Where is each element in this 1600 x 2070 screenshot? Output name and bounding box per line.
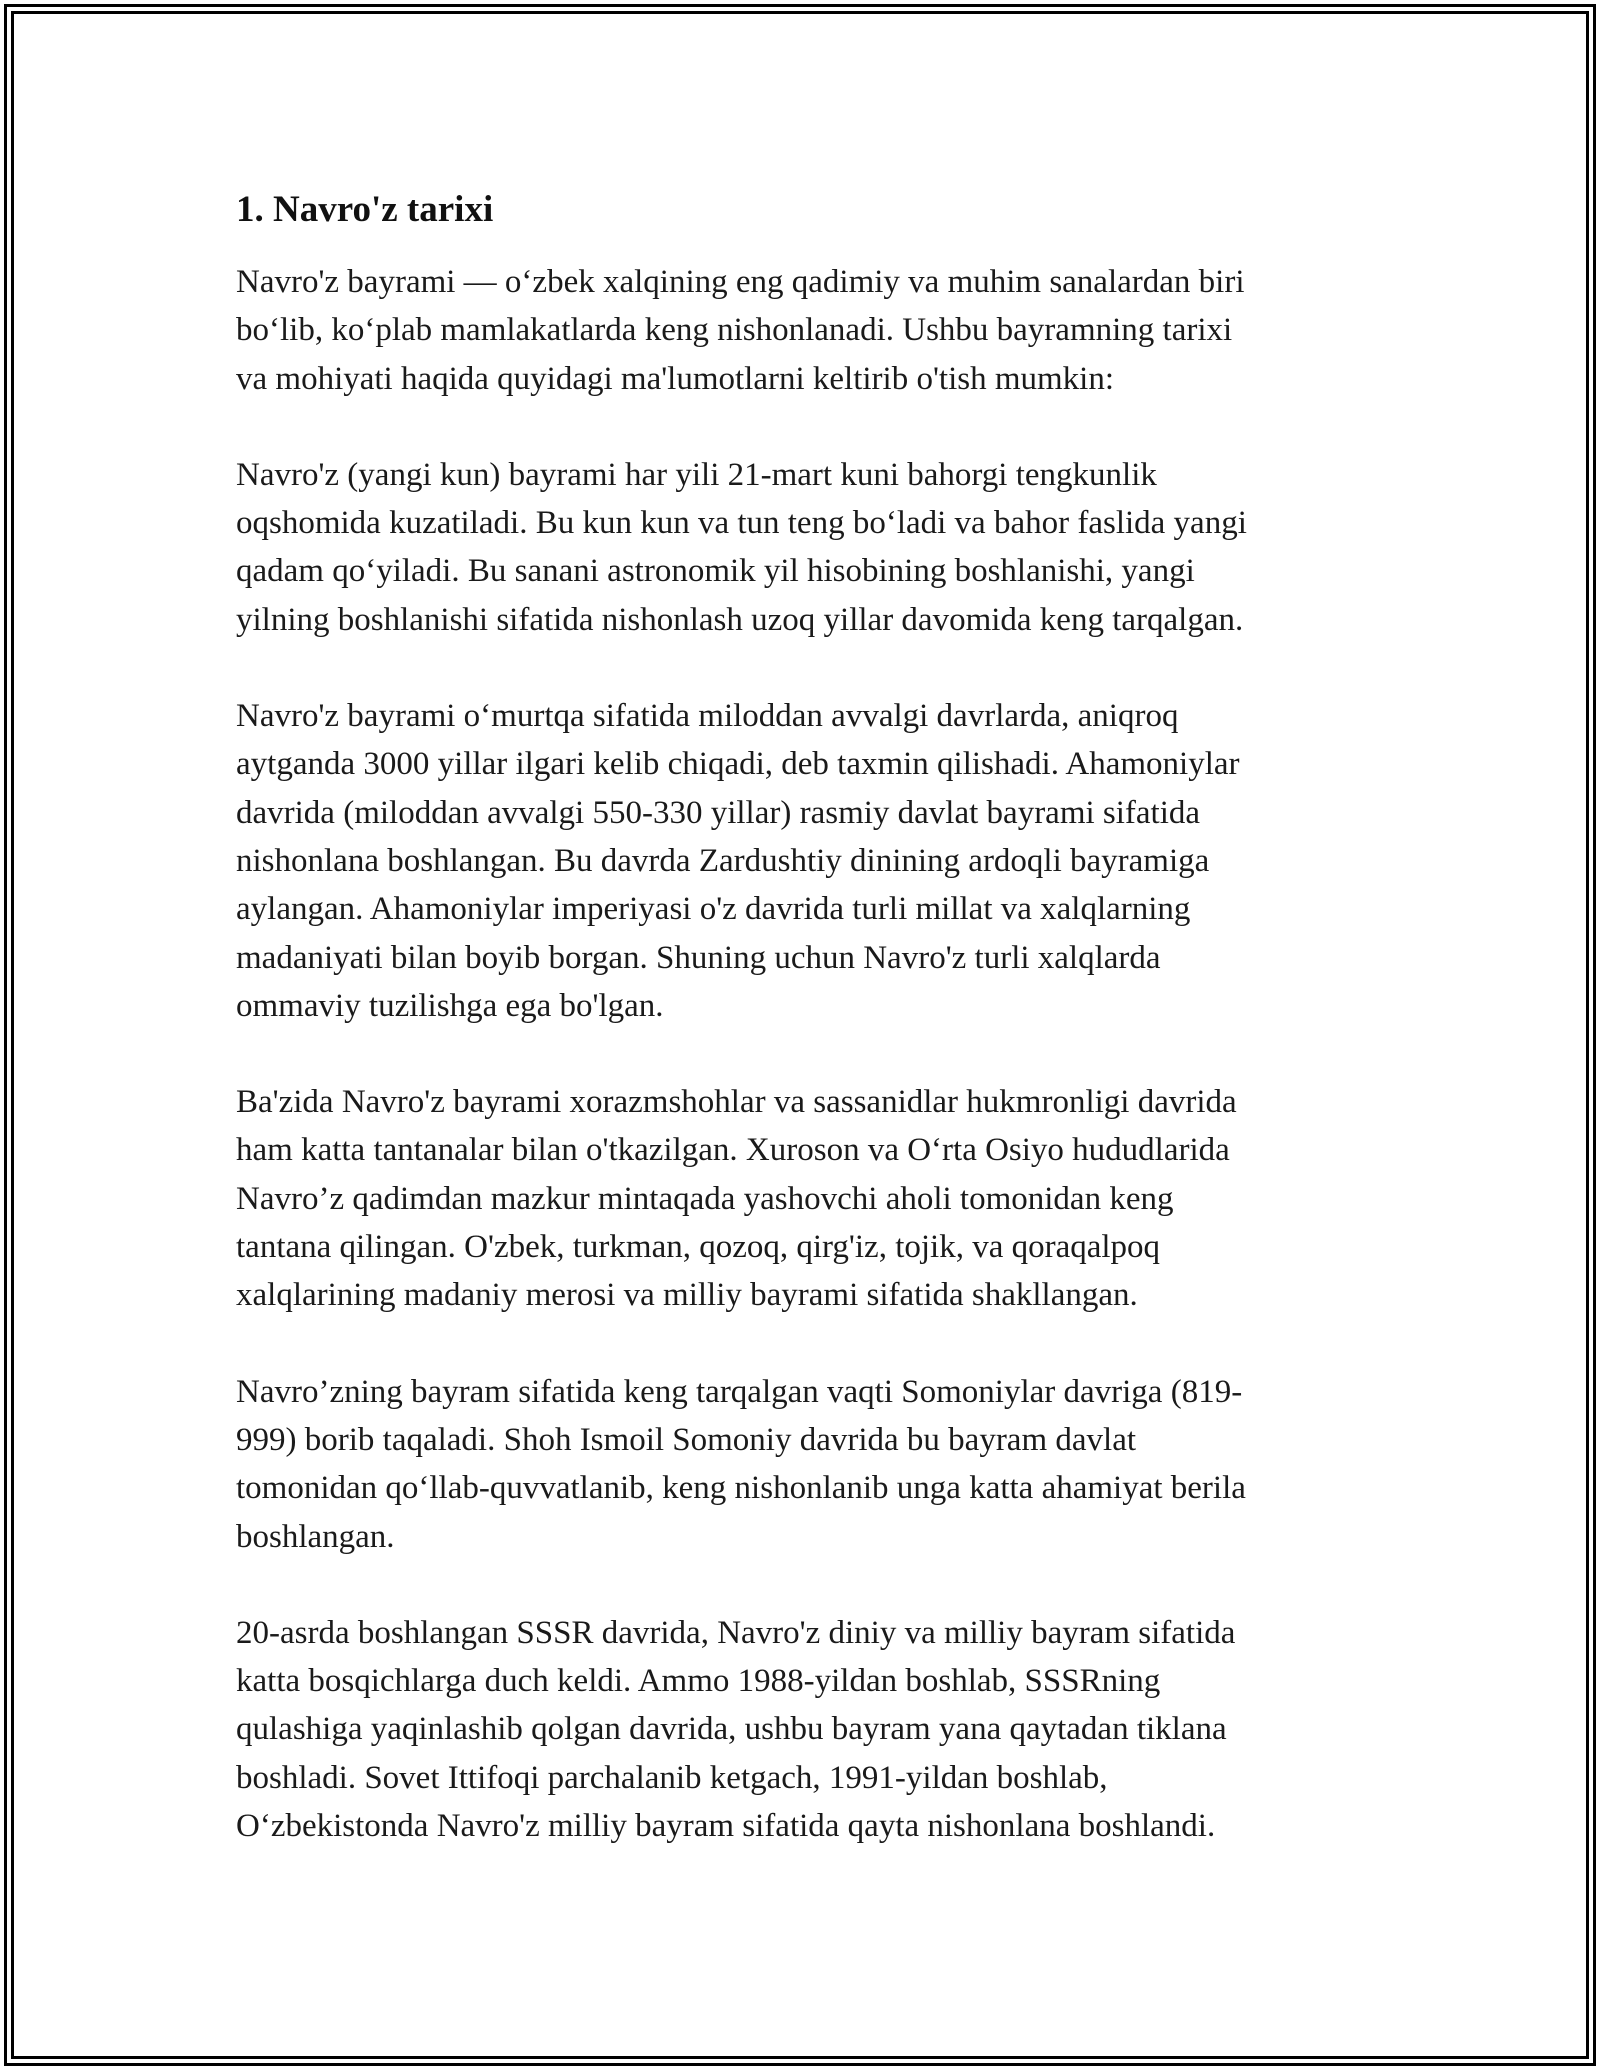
paragraph-origins: Navro'z bayrami o‘murtqa sifatida miloddan avvalgi davrlarda, aniqroq aytganda 3000 yillar ilgari kelib chiqadi, deb taxmin qilishadi. Ahamoniylar davrida (miloddan avvalgi 550-330 yillar) rasmiy davlat bayrami sifatida nishonlana boshlangan. Bu davrda Zardushtiy dinining ardoqli bayramiga aylangan. Ahamoniylar imperiyasi o'z davrida turli millat va xalqlarning madaniyati bilan boyib borgan. Shuning uchun Navro'z turli xalqlarda ommaviy tuzilishga ega bo'lgan. <box>236 698 1240 1024</box>
paragraph-ussr: 20-asrda boshlangan SSSR davrida, Navro'z diniy va milliy bayram sifatida katta bosqichlarga duch keldi. Ammo 1988-yildan boshlab, SSSRning qulashiga yaqinlashib qolgan davrida, ushbu bayram yana qaytadan tiklana boshladi. Sovet Ittifoqi parchalanib ketgach, 1991-yildan boshlab, O‘zbekistonda Navro'z milliy bayram sifatida qayta nishonlana boshlandi. <box>236 1614 1236 1845</box>
paragraph-equinox: Navro'z (yangi kun) bayrami har yili 21-mart kuni bahorgi tengkunlik oqshomida kuzatiladi. Bu kun kun va tun teng bo‘ladi va bahor faslida yangi qadam qo‘yiladi. Bu sanani astronomik yil hisobining boshlanishi, yangi yilning boshlanishi sifatida nishonlash uzoq yillar davomida keng tarqalgan. <box>236 456 1247 638</box>
document-body <box>236 186 1396 1898</box>
section-heading: 1. Navro'z tarixi <box>236 189 494 230</box>
paragraph-samanids: Navro’zning bayram sifatida keng tarqalgan vaqti Somoniylar davriga (819- 999) borib taqaladi. Shoh Ismoil Somoniy davrida bu bayram davlat tomonidan qo‘llab-quvvatlanib, keng nishonlanib unga katta ahamiyat berila boshlangan. <box>236 1373 1246 1555</box>
paragraph-intro: Navro'z bayrami — o‘zbek xalqining eng qadimiy va muhim sanalardan biri bo‘lib, ko‘plab mamlakatlarda keng nishonlanadi. Ushbu bayramning tarixi va mohiyati haqida quyidagi ma'lumotlarni keltirib o'tish mumkin: <box>236 264 1245 397</box>
paragraph-khorezm: Ba'zida Navro'z bayrami xorazmshohlar va sassanidlar hukmronligi davrida ham katta tantanalar bilan o'tkazilgan. Xuroson va O‘rta Osiyo hududlarida Navro’z qadimdan mazkur mintaqada yashovchi aholi tomonidan keng tantana qilingan. O'zbek, turkman, qozoq, qirg'iz, tojik, va qoraqalpoq xalqlarining madaniy merosi va milliy bayrami sifatida shakllangan. <box>236 1084 1237 1314</box>
